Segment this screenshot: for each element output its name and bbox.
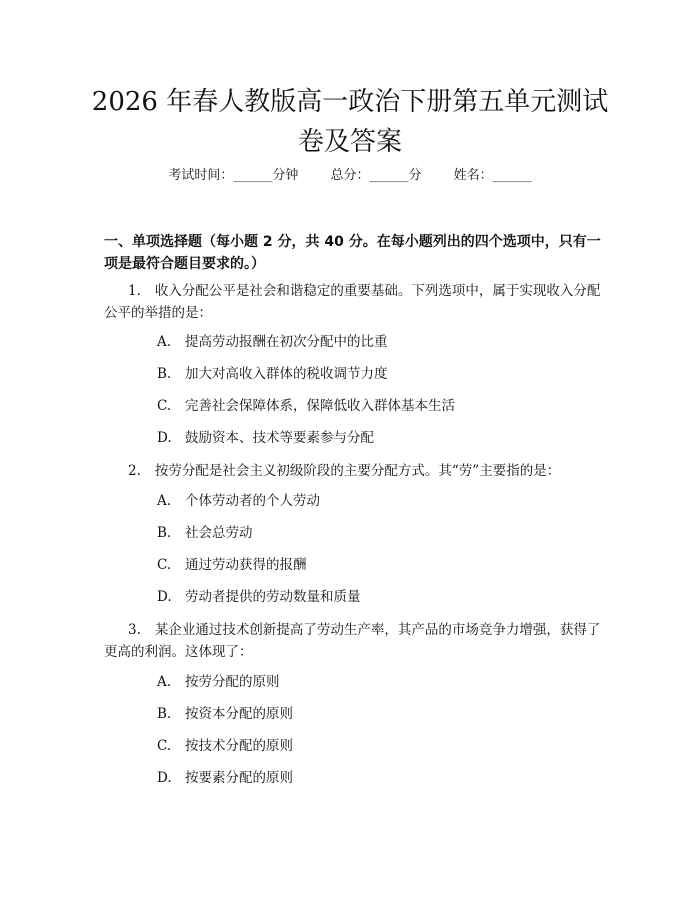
question-3-option-b (157, 704, 587, 724)
question-2-option-d (157, 587, 587, 607)
option-letter: C. (157, 738, 172, 754)
question-2-option-c (157, 555, 587, 575)
option-letter: B. (157, 706, 172, 722)
option-letter: B. (157, 525, 172, 541)
option-text: 提高劳动报酬在初次分配中的比重 (185, 334, 388, 350)
option-text: 个体劳动者的个人劳动 (185, 493, 320, 509)
option-text: 按资本分配的原则 (185, 706, 293, 722)
name-label: 姓名：______ (453, 168, 532, 183)
option-text: 完善社会保障体系，保障低收入群体基本生活 (185, 398, 455, 414)
option-text: 按劳分配的原则 (185, 674, 280, 690)
question-3-option-d (157, 768, 587, 788)
option-letter: A. (157, 674, 172, 690)
question-1-option-d (157, 428, 587, 448)
option-letter: C. (157, 398, 172, 414)
question-1-option-b (157, 364, 587, 384)
question-3-option-c (157, 736, 587, 756)
question-1-option-c (157, 396, 587, 416)
option-text: 通过劳动获得的报酬 (185, 557, 307, 573)
option-letter: C. (157, 557, 172, 573)
option-letter: D. (157, 770, 172, 786)
question-number: 3. (128, 622, 141, 638)
exam-time-label: 考试时间：______分钟 (168, 168, 299, 183)
question-2-stem (104, 460, 604, 482)
total-score-label: 总分：______分 (330, 168, 422, 183)
question-text: 某企业通过技术创新提高了劳动生产率，其产品的市场竞争力增强，获得了更高的利润。这体现了： (104, 622, 601, 660)
question-3-option-a (157, 672, 587, 692)
question-text: 收入分配公平是社会和谐稳定的重要基础。下列选项中，属于实现收入分配公平的举措的是： (104, 283, 601, 321)
question-1-option-a (157, 332, 587, 352)
exam-meta-line (0, 166, 700, 186)
option-letter: D. (157, 589, 172, 605)
option-text: 按技术分配的原则 (185, 738, 293, 754)
option-letter: D. (157, 430, 172, 446)
document-title (90, 82, 610, 162)
section-heading: 一、单项选择题（每小题 2 分，共 40 分。在每小题列出的四个选项中，只有一项是最符合题目要求的。） (104, 234, 601, 272)
option-letter: A. (157, 334, 172, 350)
option-text: 社会总劳动 (185, 525, 253, 541)
option-letter: A. (157, 493, 172, 509)
question-2-option-a (157, 491, 587, 511)
question-text: 按劳分配是社会主义初级阶段的主要分配方式。其“劳”主要指的是： (154, 463, 561, 479)
question-2-option-b (157, 523, 587, 543)
title-line-1: 2026 年春人教版高一政治下册第五单元测试 (91, 87, 609, 117)
option-text: 劳动者提供的劳动数量和质量 (185, 589, 361, 605)
question-3-stem (104, 619, 604, 663)
option-text: 加大对高收入群体的税收调节力度 (185, 366, 388, 382)
question-1-stem (104, 280, 604, 324)
option-text: 按要素分配的原则 (185, 770, 293, 786)
option-letter: B. (157, 366, 172, 382)
question-number: 1. (128, 283, 141, 299)
option-text: 鼓励资本、技术等要素参与分配 (185, 430, 374, 446)
question-number: 2. (128, 463, 141, 479)
title-line-2: 卷及答案 (297, 127, 402, 157)
